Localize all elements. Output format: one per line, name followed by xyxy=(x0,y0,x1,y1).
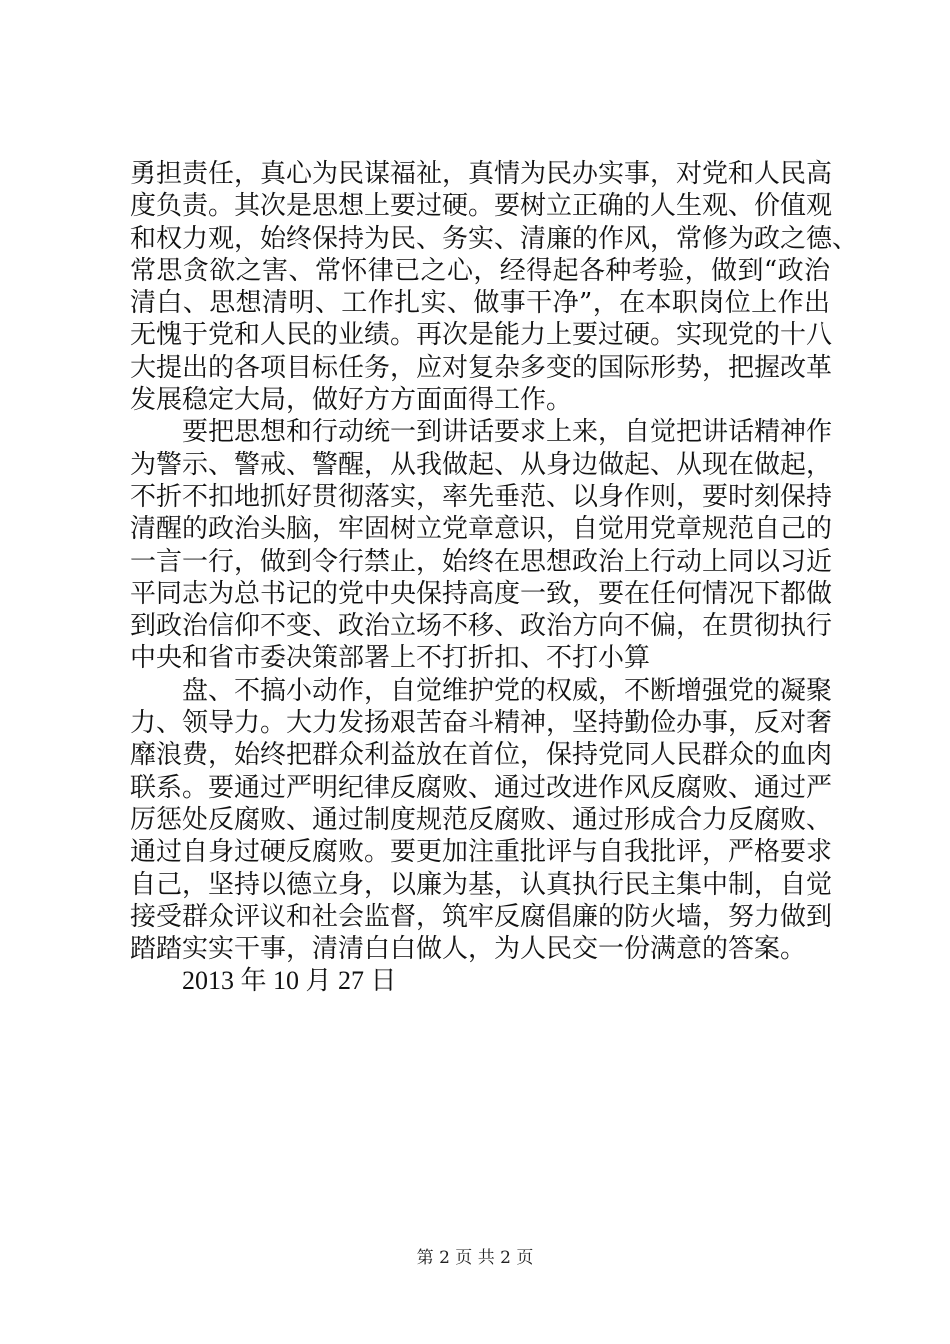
text-line: 度负责。其次是思想上要过硬。要树立正确的人生观、价值观 xyxy=(130,191,833,222)
text-line: 勇担责任，真心为民谋福祉，真情为民办实事，对党和人民高 xyxy=(130,159,833,189)
text-line: 要把思想和行动统一到讲话要求上来，自觉把讲话精神作 xyxy=(182,417,833,448)
text-line: 中央和省市委决策部署上不打折扣、不打小算 xyxy=(130,643,651,674)
text-line: 清醒的政治头脑，牢固树立党章意识，自觉用党章规范自己的 xyxy=(130,514,833,545)
text-line: 踏踏实实干事，清清白白做人，为人民交一份满意的答案。 xyxy=(130,934,807,965)
text-line: 平同志为总书记的党中央保持高度一致，要在任何情况下都做 xyxy=(130,578,833,609)
text-line: 自己，坚持以德立身，以廉为基，认真执行民主集中制，自觉 xyxy=(130,869,833,900)
text-line: 到政治信仰不变、政治立场不移、政治方向不偏，在贯彻执行 xyxy=(130,611,833,642)
document-date: 2013 年 10 月 27 日 xyxy=(182,966,397,996)
text-line: 接受群众评议和社会监督，筑牢反腐倡廉的防火墙，努力做到 xyxy=(130,901,833,932)
text-line: 发展稳定大局，做好方方面面得工作。 xyxy=(130,385,573,416)
page-number-footer: 第 2 页 共 2 页 xyxy=(416,1248,534,1268)
text-line: 力、领导力。大力发扬艰苦奋斗精神，坚持勤俭办事，反对奢 xyxy=(130,708,833,739)
document-body xyxy=(130,158,859,997)
text-line: 通过自身过硬反腐败。要更加注重批评与自我批评，严格要求 xyxy=(130,837,833,868)
text-line: 无愧于党和人民的业绩。再次是能力上要过硬。实现党的十八 xyxy=(130,320,833,351)
text-line: 和权力观，始终保持为民、务实、清廉的作风，常修为政之德、 xyxy=(130,223,859,254)
text-line: 不折不扣地抓好贯彻落实，率先垂范、以身作则，要时刻保持 xyxy=(130,481,833,512)
text-line: 清白、思想清明、工作扎实、做事干净”，在本职岗位上作出 xyxy=(130,288,830,319)
text-line: 联系。要通过严明纪律反腐败、通过改进作风反腐败、通过严 xyxy=(130,772,833,803)
text-line: 盘、不搞小动作，自觉维护党的权威，不断增强党的凝聚 xyxy=(182,675,833,706)
text-line: 厉惩处反腐败、通过制度规范反腐败、通过形成合力反腐败、 xyxy=(130,804,833,835)
text-line: 大提出的各项目标任务，应对复杂多变的国际形势，把握改革 xyxy=(130,352,833,383)
text-line: 常思贪欲之害、常怀律已之心，经得起各种考验，做到“政治 xyxy=(130,255,830,286)
text-line: 一言一行，做到令行禁止，始终在思想政治上行动上同以习近 xyxy=(130,546,833,577)
text-line: 为警示、警戒、警醒，从我做起、从身边做起、从现在做起， xyxy=(130,449,833,480)
text-line: 靡浪费，始终把群众利益放在首位，保持党同人民群众的血肉 xyxy=(130,740,833,771)
